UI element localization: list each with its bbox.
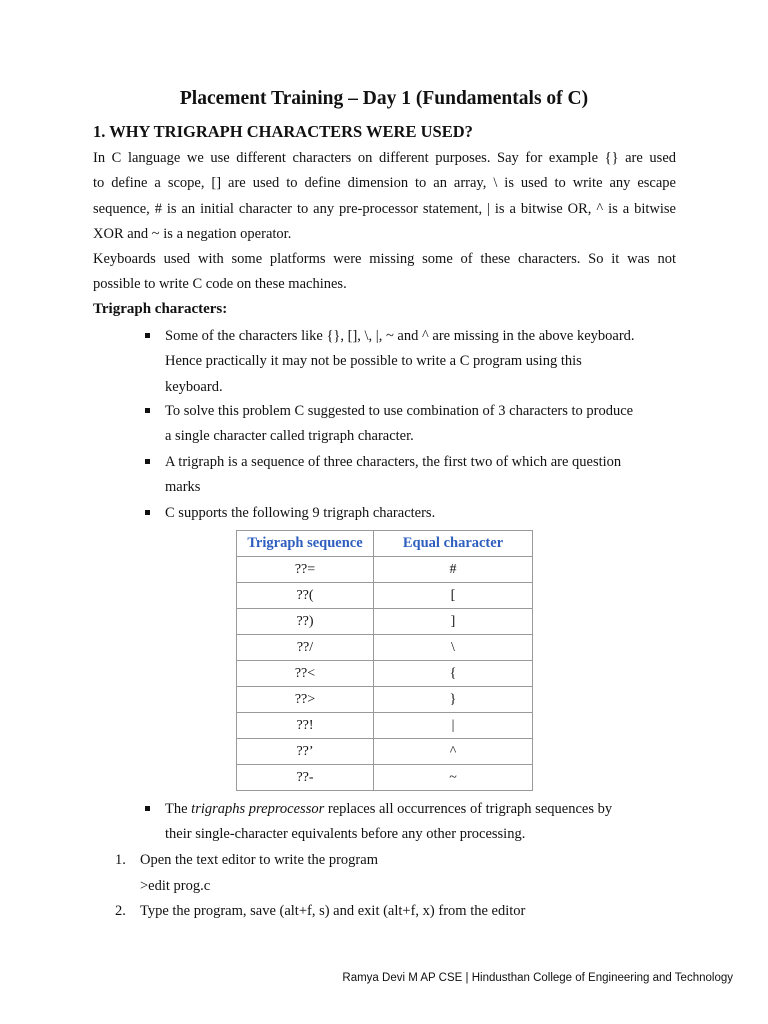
trigraph-table — [236, 530, 533, 791]
table-cell: ??> — [237, 687, 374, 713]
emphasis-text: trigraphs preprocessor — [191, 801, 325, 817]
table-cell: | — [374, 713, 533, 739]
table-cell: [ — [374, 583, 533, 609]
bullet-icon — [145, 459, 150, 464]
table-cell: ??/ — [237, 635, 374, 661]
bullet-line: marks — [165, 479, 201, 496]
bullet-line: a single character called trigraph character. — [165, 428, 414, 445]
bullet-line: keyboard. — [165, 378, 223, 395]
table-row — [237, 635, 533, 661]
column-header: Equal character — [374, 531, 533, 557]
table-cell: ??( — [237, 583, 374, 609]
paragraph-keyboards — [93, 247, 676, 298]
table-row — [237, 713, 533, 739]
bullet-line: C supports the following 9 trigraph characters. — [165, 505, 436, 521]
table-cell: ??< — [237, 661, 374, 687]
bullet-icon — [145, 408, 150, 413]
paragraph-line: XOR and ~ is a negation operator. — [93, 225, 292, 242]
table-row — [237, 765, 533, 791]
bullet-icon — [145, 333, 150, 338]
bullet-line: A trigraph is a sequence of three characters, the first two of which are question — [165, 454, 622, 470]
table-cell: } — [374, 687, 533, 713]
table-cell: ??’ — [237, 739, 374, 765]
table-row — [237, 687, 533, 713]
paragraph-line: In C language we use different characters on different purposes. Say for example {} are used — [93, 150, 676, 166]
table-row — [237, 557, 533, 583]
bullet-text-suffix: replaces all occurrences of trigraph sequences by — [324, 801, 613, 817]
bullet-line — [165, 797, 690, 822]
table-cell: ~ — [374, 765, 533, 791]
paragraph-line: sequence, # is an initial character to any pre-processor statement, | is a bitwise OR, ^ is a bitwise — [93, 200, 676, 217]
bullet-line: To solve this problem C suggested to use combination of 3 characters to produce — [165, 403, 634, 419]
bullet-line: Hence practically it may not be possible to write a C program using this — [165, 353, 582, 370]
table-cell: ] — [374, 609, 533, 635]
paragraph-line: to define a scope, [] are used to define dimension to an array, \ is used to write any escape — [93, 175, 676, 192]
paragraph-line: possible to write C code on these machines. — [93, 276, 347, 293]
page-footer: Ramya Devi M AP CSE | Hindusthan College of Engineering and Technology — [342, 972, 733, 984]
subheading: Trigraph characters: — [93, 301, 228, 317]
table-row — [237, 609, 533, 635]
table-row — [237, 739, 533, 765]
command-text: >edit prog.c — [140, 878, 211, 894]
table-cell: { — [374, 661, 533, 687]
table-cell: ??= — [237, 557, 374, 583]
table-cell: \ — [374, 635, 533, 661]
table-header-row — [237, 531, 533, 557]
paragraph-line: Keyboards used with some platforms were missing some of these characters. So it was not — [93, 251, 676, 267]
step-number: 1. — [115, 852, 126, 868]
page-title: Placement Training – Day 1 (Fundamentals of C) — [179, 88, 589, 109]
table-cell: ??! — [237, 713, 374, 739]
table-cell: ??) — [237, 609, 374, 635]
bullet-line: their single-character equivalents before any other processing. — [165, 826, 526, 843]
column-header: Trigraph sequence — [237, 531, 374, 557]
bullet-icon — [145, 806, 150, 811]
table-cell: ^ — [374, 739, 533, 765]
step-text: Type the program, save (alt+f, s) and exit (alt+f, x) from the editor — [140, 903, 526, 919]
table-cell: ??- — [237, 765, 374, 791]
step-number: 2. — [115, 903, 126, 919]
bullet-text-prefix: The — [165, 801, 192, 817]
paragraph-intro — [93, 146, 676, 247]
table-row — [237, 583, 533, 609]
table-cell: # — [374, 557, 533, 583]
table-row — [237, 661, 533, 687]
step-text: Open the text editor to write the program — [140, 852, 378, 868]
bullet-line: Some of the characters like {}, [], \, |, ~ and ^ are missing in the above keyboard. — [165, 328, 635, 344]
section-heading: 1. WHY TRIGRAPH CHARACTERS WERE USED? — [93, 122, 473, 141]
bullet-icon — [145, 510, 150, 515]
